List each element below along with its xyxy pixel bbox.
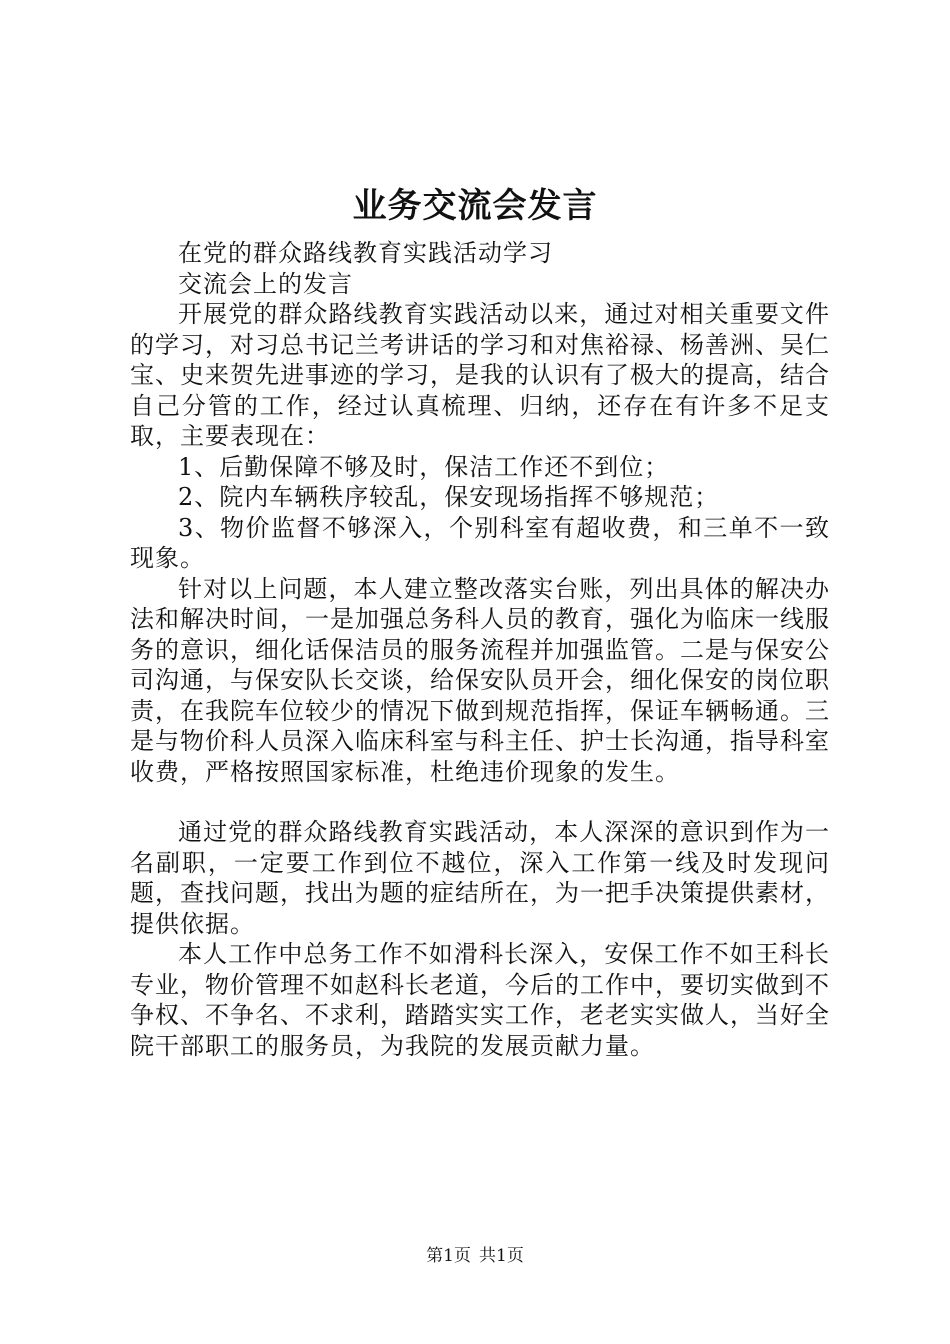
page-footer [0,1244,950,1268]
paragraph-measures: 针对以上问题，本人建立整改落实台账，列出具体的解决办法和解决时间，一是加强总务科人员的教育，强化为临床一线服务的意识，细化话保洁员的服务流程并加强监管。二是与保安公司沟通，与保安队长交谈，给保安队员开会，细化保安的岗位职责，在我院车位较少的情况下做到规范指挥，保证车辆畅通。三是与物价科人员深入临床科室与科主任、护士长沟通，指导科室收费，严格按照国家标准，杜绝违价现象的发生。 [130,574,830,786]
paragraph-commitment: 本人工作中总务工作不如滑科长深入，安保工作不如王科长专业，物价管理不如赵科长老道，今后的工作中，要切实做到不争权、不争名、不求利，踏踏实实工作，老老实实做人，当好全院干部职工的服务员，为我院的发展贡献力量。 [130,940,830,1060]
paragraph-heading-line-2: 交流会上的发言 [178,269,353,298]
page-total: 共1页 [479,1246,524,1266]
list-item-1: 1、后勤保障不够及时，保洁工作还不到位； [178,452,670,481]
paragraph-intro: 开展党的群众路线教育实践活动以来，通过对相关重要文件的学习，对习总书记兰考讲话的学习和对焦裕禄、杨善洲、吴仁宝、史来贺先进事迹的学习，是我的认识有了极大的提高，结合自己分管的工作，经过认真梳理、归纳，还存在有许多不足支取，主要表现在： [130,300,830,450]
paragraph-heading-line-1: 在党的群众路线教育实践活动学习 [178,239,553,267]
paragraph-reflection: 通过党的群众路线教育实践活动，本人深深的意识到作为一名副职，一定要工作到位不越位，深入工作第一线及时发现问题，查找问题，找出为题的症结所在，为一把手决策提供素材，提供依据。 [130,818,830,938]
document-body [130,238,830,1061]
page-number: 第1页 [426,1246,471,1266]
document-title: 业务交流会发言 [352,186,598,226]
list-item-3: 3、物价监督不够深入，个别科室有超收费，和三单不一致现象。 [130,513,830,572]
list-item-2: 2、院内车辆秩序较乱，保安现场指挥不够规范； [178,483,720,511]
